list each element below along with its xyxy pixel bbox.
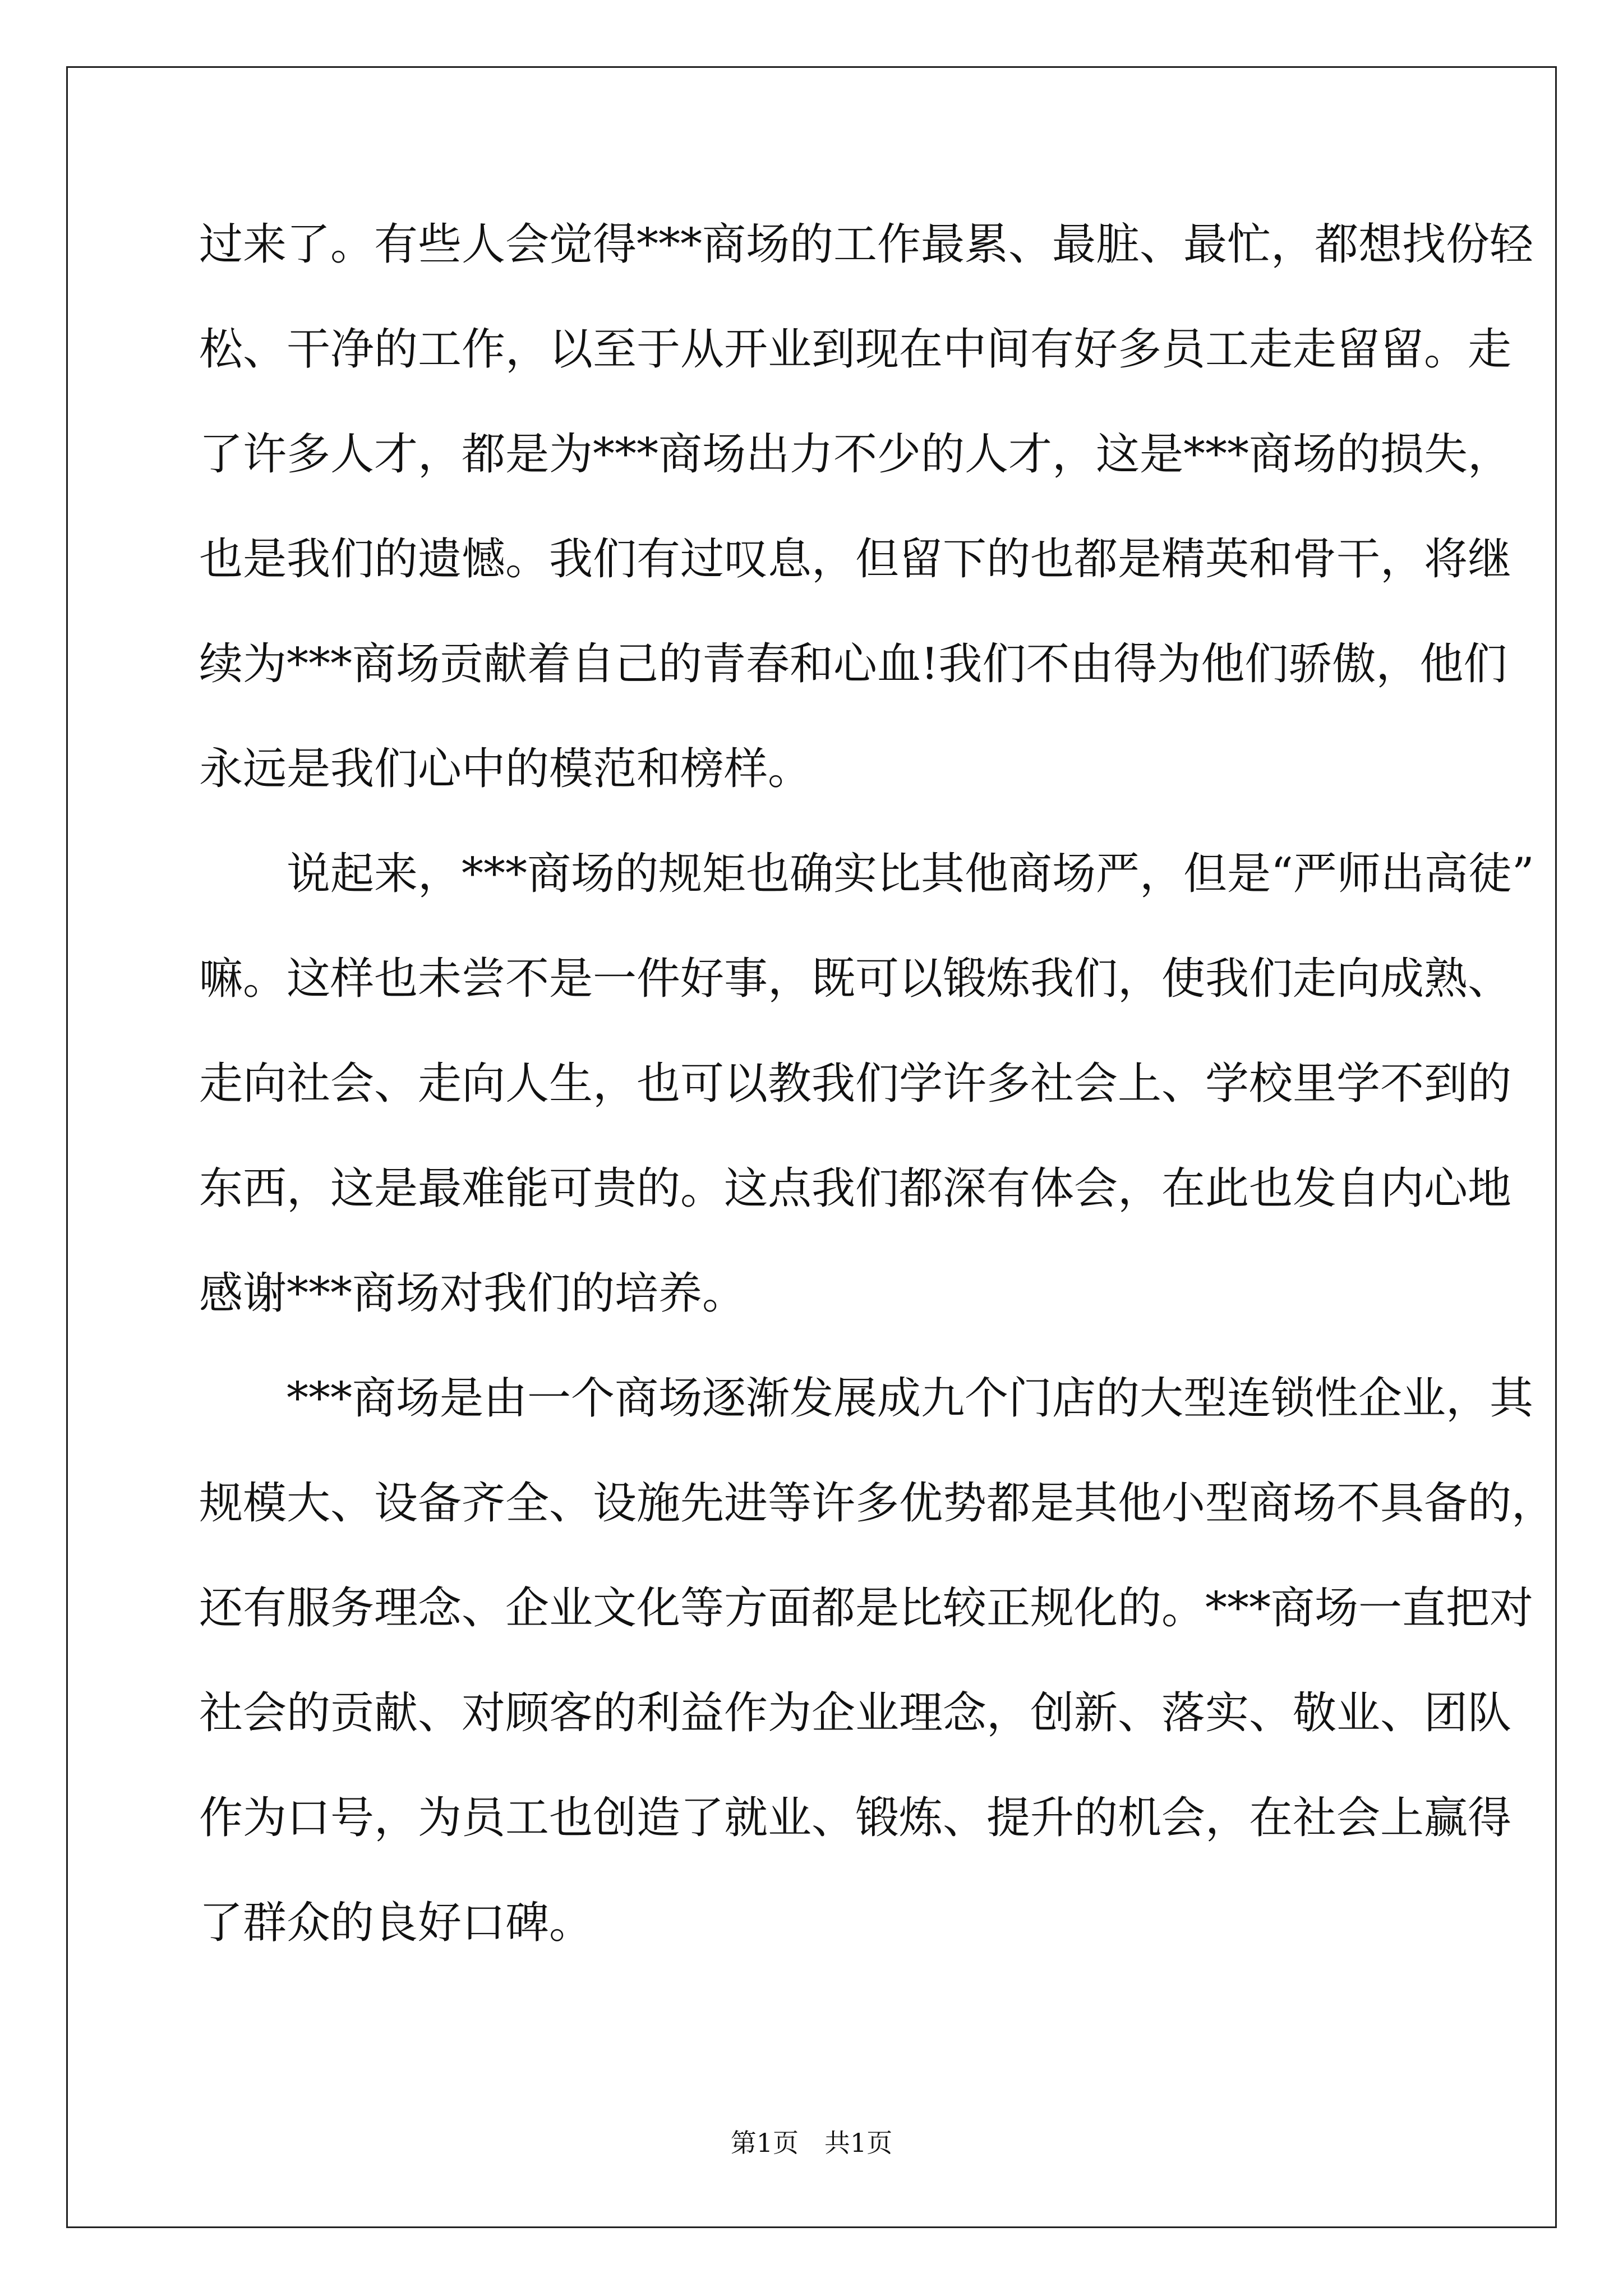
text-line: 感谢***商场对我们的培养。	[199, 1268, 746, 1319]
text-line: 了许多人才，都是为***商场出力不少的人才，这是***商场的损失，	[199, 429, 1512, 480]
page-footer: 第1页 共1页	[730, 2128, 893, 2158]
text-line: ***商场是由一个商场逐渐发展成九个门店的大型连锁性企业，其	[199, 1373, 1534, 1424]
text-line: 走向社会、走向人生，也可以教我们学许多社会上、学校里学不到的	[199, 1059, 1512, 1109]
text-line: 也是我们的遗憾。我们有过叹息，但留下的也都是精英和骨干，将继	[199, 534, 1512, 585]
text-line: 还有服务理念、企业文化等方面都是比较正规化的。***商场一直把对	[199, 1583, 1534, 1634]
text-line: 嘛。这样也未尝不是一件好事，既可以锻炼我们，使我们走向成熟、	[199, 954, 1512, 1004]
text-line: 了群众的良好口碑。	[199, 1898, 593, 1948]
text-line: 松、干净的工作，以至于从开业到现在中间有好多员工走走留留。走	[199, 324, 1512, 375]
text-line: 作为口号，为员工也创造了就业、锻炼、提升的机会，在社会上赢得	[199, 1793, 1512, 1843]
text-line: 永远是我们心中的模范和榜样。	[199, 744, 812, 794]
text-line: 说起来，***商场的规矩也确实比其他商场严，但是“严师出高徒”	[199, 849, 1534, 899]
text-line: 东西，这是最难能可贵的。这点我们都深有体会，在此也发自内心地	[199, 1163, 1512, 1214]
text-line: 社会的贡献、对顾客的利益作为企业理念，创新、落实、敬业、团队	[199, 1688, 1512, 1738]
text-line: 过来了。有些人会觉得***商场的工作最累、最脏、最忙，都想找份轻	[199, 219, 1534, 270]
text-line: 规模大、设备齐全、设施先进等许多优势都是其他小型商场不具备的，	[199, 1478, 1556, 1529]
text-line: 续为***商场贡献着自己的青春和心血!我们不由得为他们骄傲，他们	[199, 639, 1507, 689]
